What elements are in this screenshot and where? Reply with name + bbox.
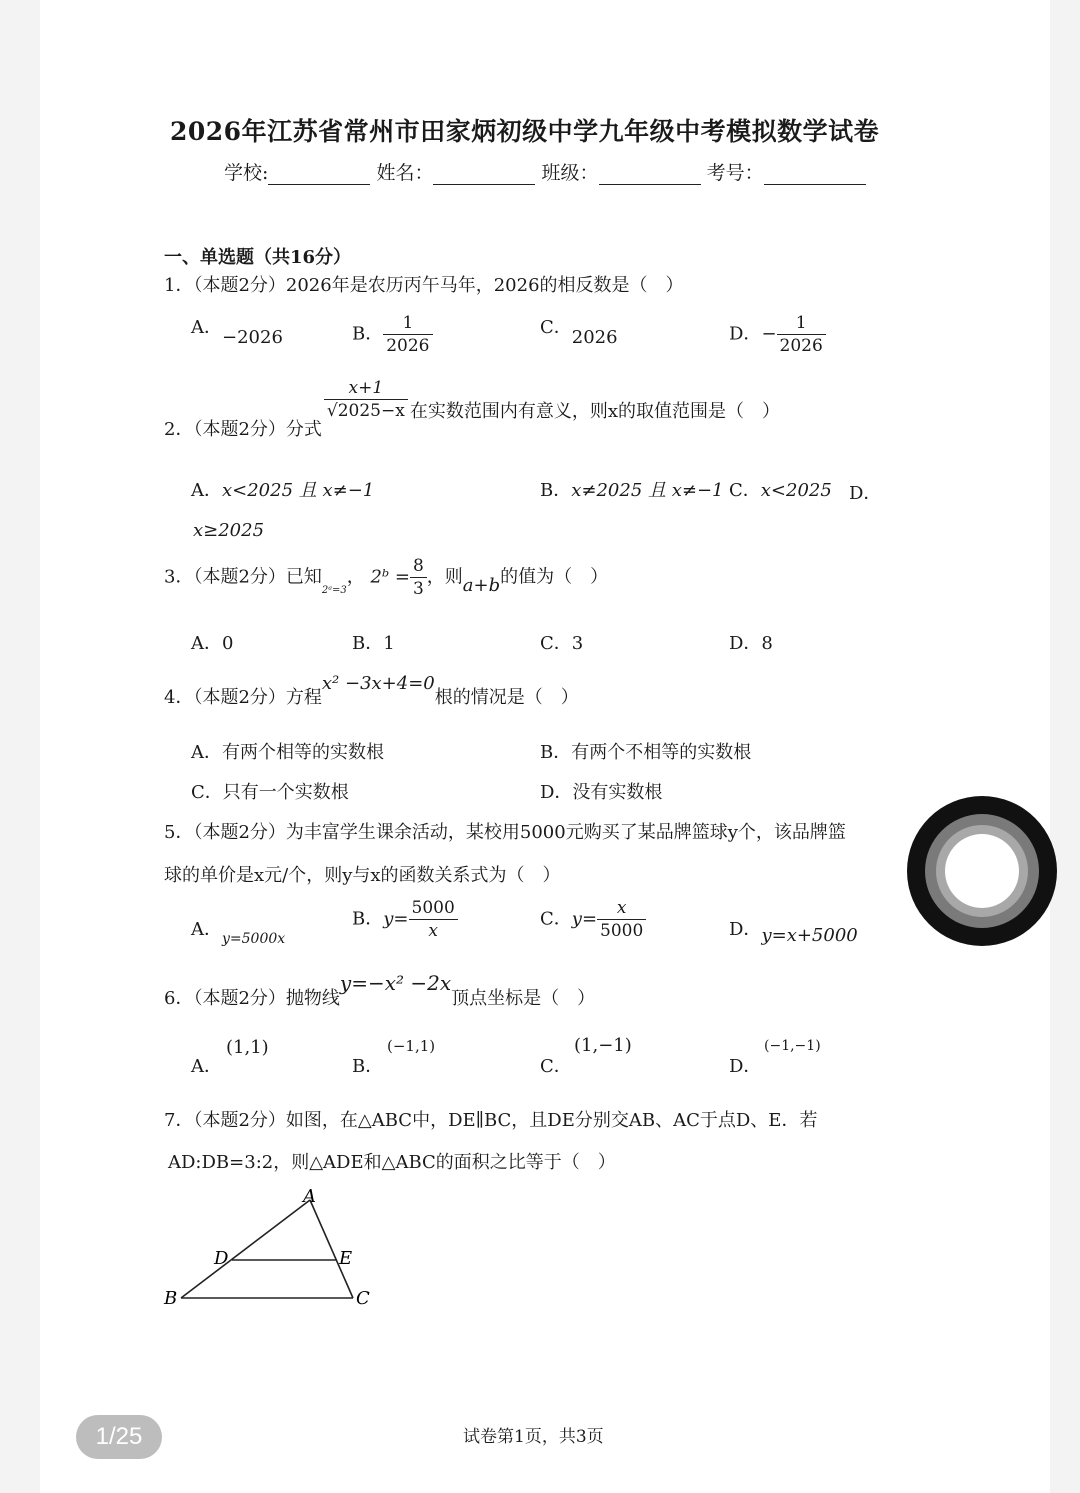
q1-option-b[interactable] — [352, 313, 433, 356]
q2-option-d-value: x≥2025 — [193, 520, 265, 541]
q1-option-a[interactable] — [191, 313, 283, 348]
q3-sep: ， — [346, 566, 365, 588]
q5-option-b[interactable] — [352, 898, 458, 941]
numerator: 5000 — [409, 898, 458, 920]
option-value: −2026 — [222, 327, 283, 348]
option-lhs: y= — [571, 908, 598, 930]
question-5-line1: 5．（本题2分）为丰富学生课余活动，某校用5000元购买了某品牌篮球y个，该品牌篮 — [164, 822, 846, 843]
numerator: 8 — [410, 556, 427, 578]
label-e: E — [339, 1248, 353, 1269]
triangle-figure — [160, 1182, 380, 1312]
option-label: B． — [352, 323, 384, 345]
option-value: x<2025 — [760, 480, 832, 501]
q6-option-b-value: (−1,1) — [387, 1037, 436, 1055]
denominator: x — [428, 921, 438, 941]
label-d: D — [214, 1248, 229, 1269]
page-footer: 试卷第1页，共3页 — [463, 1427, 604, 1447]
name-blank — [433, 164, 535, 185]
option-label: A． — [191, 480, 222, 501]
option-label: C． — [540, 317, 572, 338]
q1-option-d[interactable] — [729, 313, 826, 356]
option-value: y=5000x — [222, 931, 286, 947]
denominator: 2026 — [386, 336, 430, 356]
option-label: A． — [191, 919, 222, 940]
option-value: x<2025 且 x≠−1 — [222, 480, 375, 501]
option-label: D． — [729, 323, 762, 345]
q2-fraction — [324, 378, 408, 421]
denominator: √2025−x — [326, 401, 405, 421]
numerator: x+1 — [324, 378, 408, 400]
info-row — [224, 158, 866, 185]
fraction — [409, 898, 458, 941]
option-lhs: y= — [383, 908, 409, 930]
question-6 — [164, 970, 596, 1009]
exam-title: 2026年江苏省常州市田家炳初级中学九年级中考模拟数学试卷 — [170, 117, 880, 146]
question-5-line2: 球的单价是x元/个，则y与x的函数关系式为（ ） — [164, 865, 561, 886]
q4-option-c[interactable]: C．只有一个实数根 — [191, 782, 349, 803]
q3-cond1: 2ᵃ=3 — [321, 584, 347, 596]
q3-option-d[interactable]: D．8 — [729, 633, 773, 654]
q2-suffix: 在实数范围内有意义，则x的取值范围是（ ） — [409, 400, 780, 422]
examno-label: 考号： — [706, 162, 764, 184]
q6-option-c-value: (1,−1) — [574, 1035, 632, 1056]
q4-equation: x² −3x+4=0 — [321, 673, 435, 694]
q3-prefix: 3．（本题2分）已知 — [164, 566, 322, 588]
q3-fraction — [410, 556, 427, 599]
q3-option-a[interactable]: A．0 — [191, 633, 234, 654]
label-b: B — [164, 1288, 178, 1309]
numerator: 1 — [777, 313, 826, 335]
label-c: C — [356, 1288, 370, 1309]
q4-prefix: 4．（本题2分）方程 — [164, 687, 322, 708]
minus-sign: − — [761, 323, 777, 345]
q2-option-b[interactable] — [540, 476, 724, 502]
q6-option-d-value: (−1,−1) — [764, 1038, 821, 1054]
q6-option-c[interactable]: C． — [540, 1056, 572, 1077]
q4-suffix: 根的情况是（ ） — [434, 687, 579, 708]
label-a: A — [303, 1186, 316, 1207]
section-heading: 一、单选题（共16分） — [164, 247, 352, 268]
option-label: B． — [540, 480, 572, 501]
question-7-line2: AD:DB=3:2，则△ADE和△ABC的面积之比等于（ ） — [168, 1152, 616, 1173]
q2-option-a[interactable] — [191, 476, 374, 502]
fraction — [383, 313, 432, 356]
denominator: 2026 — [779, 336, 823, 356]
option-label: D． — [729, 919, 762, 940]
fraction — [777, 313, 826, 356]
fab-core-icon — [945, 834, 1019, 908]
school-blank — [268, 164, 370, 185]
q4-option-a[interactable]: A．有两个相等的实数根 — [191, 742, 384, 763]
denominator: 3 — [412, 579, 424, 599]
q2-option-d-label[interactable]: D． — [849, 483, 882, 504]
option-label: B． — [352, 908, 384, 930]
numerator: x — [597, 898, 646, 920]
q4-option-b[interactable]: B．有两个不相等的实数根 — [540, 742, 752, 763]
question-3 — [164, 556, 608, 599]
q4-option-d[interactable]: D．没有实数根 — [540, 782, 663, 803]
q3-suffix: 的值为（ ） — [500, 566, 609, 588]
examno-blank — [764, 164, 866, 185]
q3-option-c[interactable]: C．3 — [540, 633, 584, 654]
option-value: y=x+5000 — [761, 925, 858, 946]
q5-option-a[interactable] — [191, 915, 286, 947]
option-value: 2026 — [571, 327, 618, 348]
numerator: 1 — [383, 313, 432, 335]
question-2 — [164, 378, 780, 440]
side-ab — [181, 1200, 310, 1298]
q6-option-b[interactable]: B． — [352, 1056, 384, 1077]
page-indicator: 1/25 — [76, 1415, 162, 1459]
q3-mid: ，则 — [426, 566, 463, 588]
option-label: C． — [729, 480, 761, 501]
q6-option-d[interactable]: D． — [729, 1056, 762, 1077]
q6-option-a-value: (1,1) — [226, 1037, 269, 1058]
question-4 — [164, 669, 579, 708]
q5-option-c[interactable] — [540, 898, 646, 941]
q1-option-c[interactable] — [540, 313, 618, 348]
option-label: C． — [540, 908, 572, 930]
q3-option-b[interactable]: B．1 — [352, 633, 395, 654]
question-1: 1．（本题2分）2026年是农历丙午马年，2026的相反数是（ ） — [164, 275, 684, 296]
denominator: 5000 — [600, 921, 644, 941]
q6-suffix: 顶点坐标是（ ） — [451, 988, 596, 1009]
q3-expr: a+b — [462, 574, 501, 596]
name-label: 姓名： — [376, 162, 434, 184]
class-blank — [599, 164, 701, 185]
q3-cond2-lhs: 2ᵇ = — [370, 566, 410, 588]
fraction — [597, 898, 646, 941]
q2-option-c[interactable] — [729, 476, 832, 502]
q6-option-a[interactable]: A． — [191, 1056, 222, 1077]
q6-equation: y=−x² −2x — [339, 971, 452, 995]
question-7-line1: 7．（本题2分）如图，在△ABC中，DE∥BC，且DE分别交AB、AC于点D、E．若 — [164, 1110, 818, 1131]
option-label: A． — [191, 317, 222, 338]
q6-prefix: 6．（本题2分）抛物线 — [164, 988, 340, 1009]
q2-prefix: 2．（本题2分）分式 — [164, 418, 322, 440]
floating-assistant-button[interactable] — [907, 796, 1057, 946]
school-label: 学校: — [224, 162, 269, 184]
class-label: 班级： — [541, 162, 599, 184]
q5-option-d[interactable] — [729, 915, 858, 946]
option-value: x≠2025 且 x≠−1 — [571, 480, 724, 501]
